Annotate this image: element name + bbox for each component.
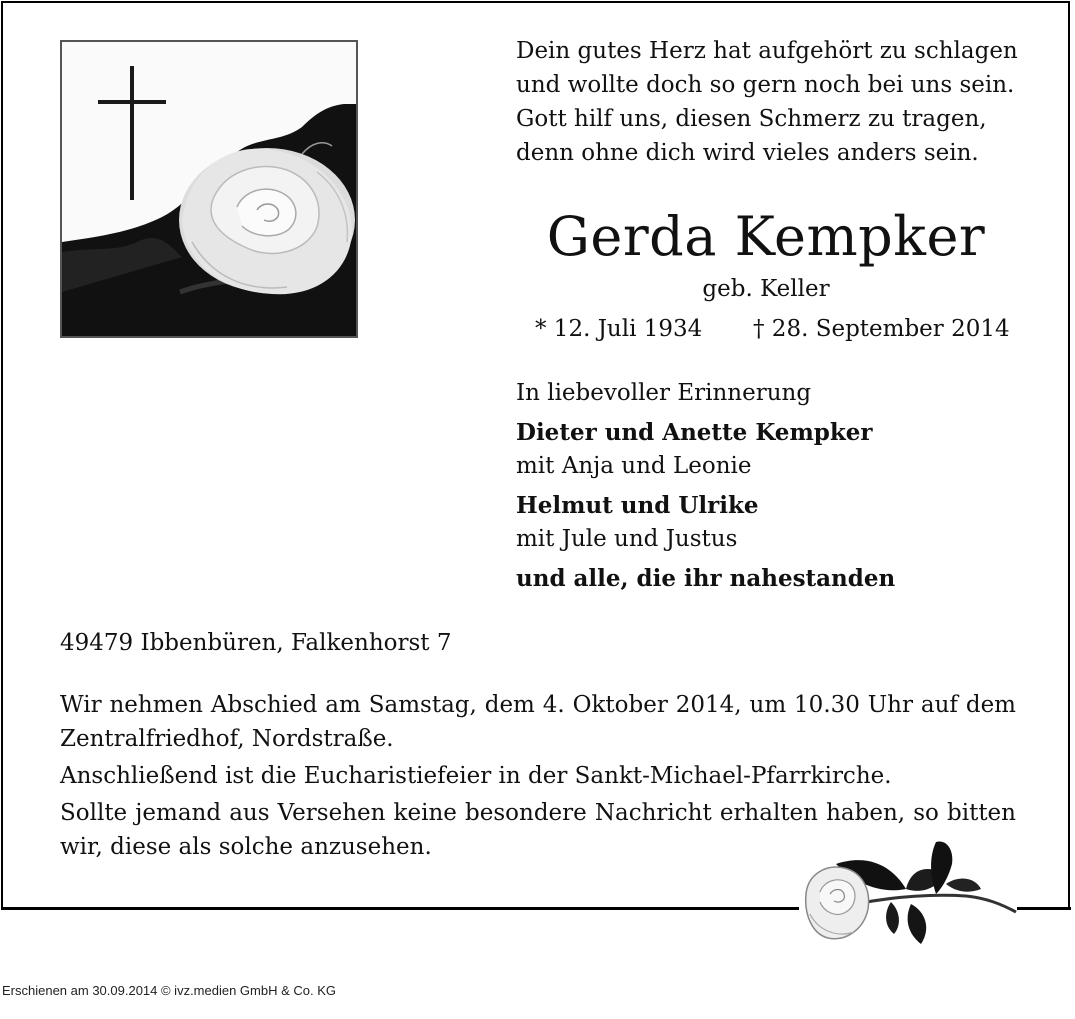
mourners xyxy=(516,376,1036,596)
deceased-name: Gerda Kempker xyxy=(546,205,986,268)
family-names: Dieter und Anette Kempker xyxy=(516,419,873,446)
mourners-intro: In liebevoller Erinnerung xyxy=(516,380,812,406)
mourners-closing: und alle, die ihr nahestanden xyxy=(516,565,896,592)
publication-credit: Erschienen am 30.09.2014 © ivz.medien GmbH & Co. KG xyxy=(2,983,337,998)
family-children: mit Jule und Justus xyxy=(516,526,738,552)
frame-bottom-line-right xyxy=(1017,907,1071,910)
family-names: Helmut und Ulrike xyxy=(516,492,759,519)
notice-paragraph: Sollte jemand aus Versehen keine besondere Nachricht erhalten haben, so bitten wir, diese als solche anzusehen. xyxy=(60,800,1016,860)
poem-line: denn ohne dich wird vieles anders sein. xyxy=(516,140,979,166)
poem xyxy=(516,34,1036,170)
death-date: † 28. September 2014 xyxy=(753,316,1010,342)
notice-paragraph: Wir nehmen Abschied am Samstag, dem 4. Oktober 2014, um 10.30 Uhr auf dem Zentralfriedhof, Nordstraße. xyxy=(60,692,1016,752)
rose-icon xyxy=(796,834,1022,950)
poem-line: Gott hilf uns, diesen Schmerz zu tragen, xyxy=(516,106,987,132)
poem-line: und wollte doch so gern noch bei uns sein. xyxy=(516,72,1015,98)
maiden-name: geb. Keller xyxy=(702,276,830,302)
poem-line: Dein gutes Herz hat aufgehört zu schlagen xyxy=(516,38,1018,64)
birth-date: * 12. Juli 1934 xyxy=(535,316,703,342)
memorial-image xyxy=(60,40,358,338)
notice-paragraph: Anschließend ist die Eucharistiefeier in der Sankt-Michael-Pfarrkirche. xyxy=(60,763,892,789)
family-children: mit Anja und Leonie xyxy=(516,453,752,479)
frame-bottom-line-left xyxy=(1,907,799,910)
address: 49479 Ibbenbüren, Falkenhorst 7 xyxy=(60,630,452,656)
